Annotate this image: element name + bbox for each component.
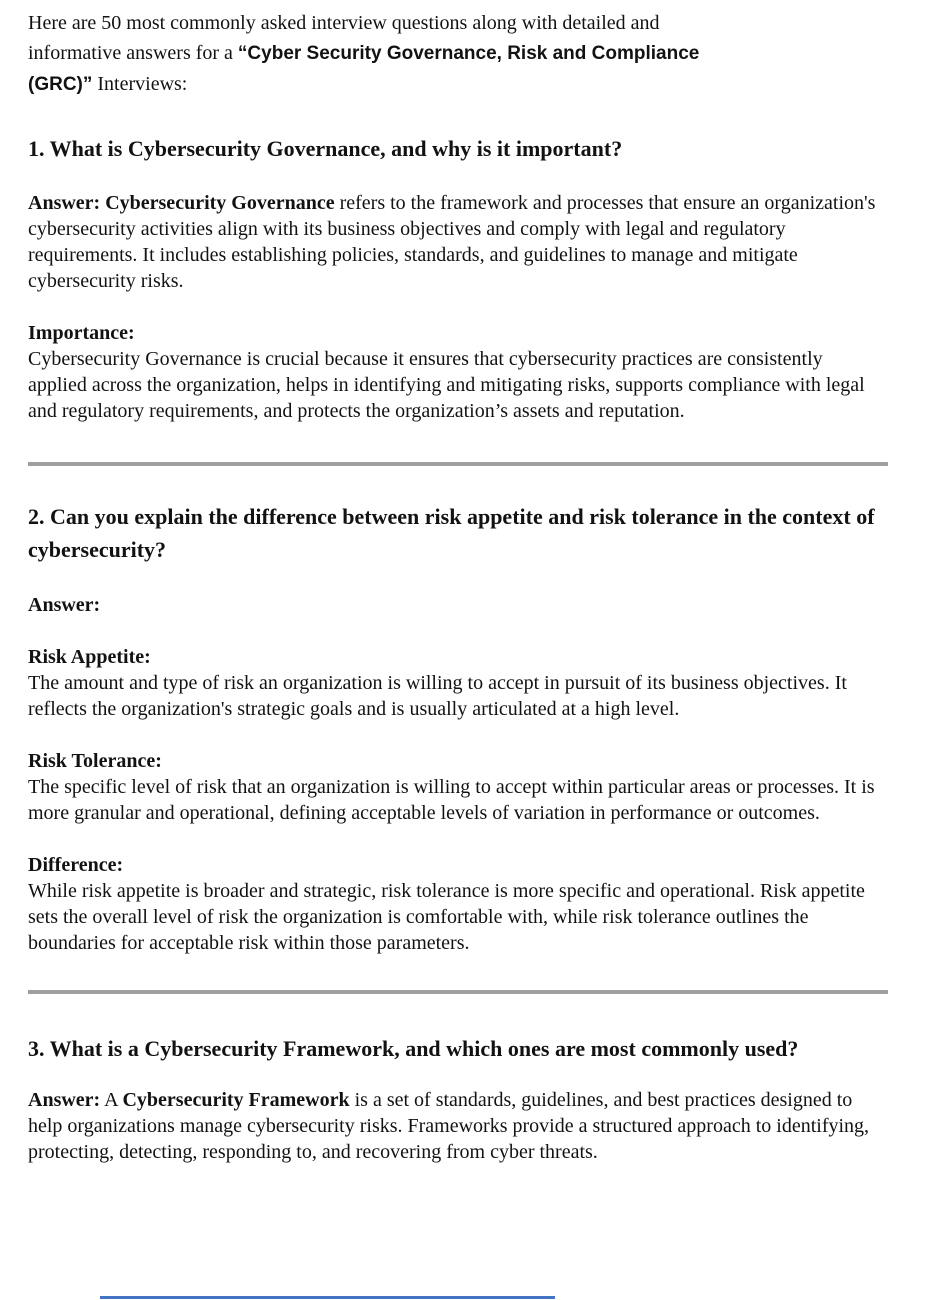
risk-tolerance-block	[28, 748, 886, 826]
intro-paragraph	[28, 8, 935, 100]
q3-answer-mid-text: A	[100, 1089, 123, 1111]
q1-answer-body-text: refers to the framework and processes that ensure an organization's cybersecurity activities align with its business objectives and comply with legal and regulatory requirements. It includes establishing policies, standards, and guidelines to manage and mitigate cybersecurity risks.	[28, 192, 876, 292]
risk-tolerance-text: The specific level of risk that an organization is willing to accept within particular areas or processes. It is more granular and operational, defining acceptable levels of variation in performance or outcomes.	[28, 776, 875, 824]
intro-text-2: informative answers for a	[28, 42, 238, 64]
difference-block	[28, 852, 886, 956]
q3-answer-bold-lead: Answer:	[28, 1089, 101, 1111]
risk-appetite-text: The amount and type of risk an organization is willing to accept in pursuit of its business objectives. It reflects the organization's strategic goals and is usually articulated at a high level.	[28, 672, 847, 720]
section-divider-2	[28, 990, 888, 994]
q1-answer-paragraph	[28, 190, 886, 294]
risk-appetite-label: Risk Appetite:	[28, 646, 151, 668]
q1-answer-bold-lead: Answer: Cybersecurity Governance	[28, 192, 335, 214]
q3-answer-body-text: is a set of standards, guidelines, and best practices designed to help organizations manage cybersecurity risks. Frameworks provide a structured approach to identifying, protecting, detecting, responding to, and recovering from cyber threats.	[28, 1089, 870, 1163]
q1-importance-block	[28, 320, 886, 424]
hyperlink-top-edge[interactable]	[100, 1296, 555, 1299]
brand-bold-text-1: “Cyber Security Governance, Risk and Compliance	[237, 43, 700, 64]
question-2-heading: 2. Can you explain the difference between risk appetite and risk tolerance in the context of cybersecurity?	[28, 504, 875, 562]
intro-line-2	[28, 38, 935, 69]
section-divider-1	[28, 462, 888, 466]
intro-line-1	[28, 8, 935, 38]
question-3-heading: 3. What is a Cybersecurity Framework, and which ones are most commonly used?	[28, 1036, 799, 1061]
q2-answer-label-block	[28, 592, 886, 618]
difference-text: While risk appetite is broader and strategic, risk tolerance is more specific and operational. Risk appetite sets the overall level of risk the organization is comfortable with, while risk tolerance outlines the boundaries for acceptable risk within those parameters.	[28, 880, 865, 954]
intro-line-3	[28, 69, 935, 100]
answer-label: Answer:	[28, 594, 101, 616]
importance-label: Importance:	[28, 322, 135, 344]
intro-text-1: Here are 50 most commonly asked interview questions along with detailed and	[28, 12, 660, 34]
risk-tolerance-label: Risk Tolerance:	[28, 750, 162, 772]
question-1-heading: 1. What is Cybersecurity Governance, and why is it important?	[28, 136, 623, 161]
q3-answer-bold-term: Cybersecurity Framework	[122, 1089, 350, 1111]
risk-appetite-block	[28, 644, 886, 722]
brand-bold-text-2: (GRC)”	[28, 74, 93, 95]
q3-answer-paragraph	[28, 1087, 886, 1165]
importance-text: Cybersecurity Governance is crucial because it ensures that cybersecurity practices are consistently applied across the organization, helps in identifying and mitigating risks, supports compliance with legal and regulatory requirements, and protects the organization’s assets and reputation.	[28, 348, 865, 422]
intro-text-3: Interviews:	[92, 73, 188, 95]
difference-label: Difference:	[28, 854, 124, 876]
